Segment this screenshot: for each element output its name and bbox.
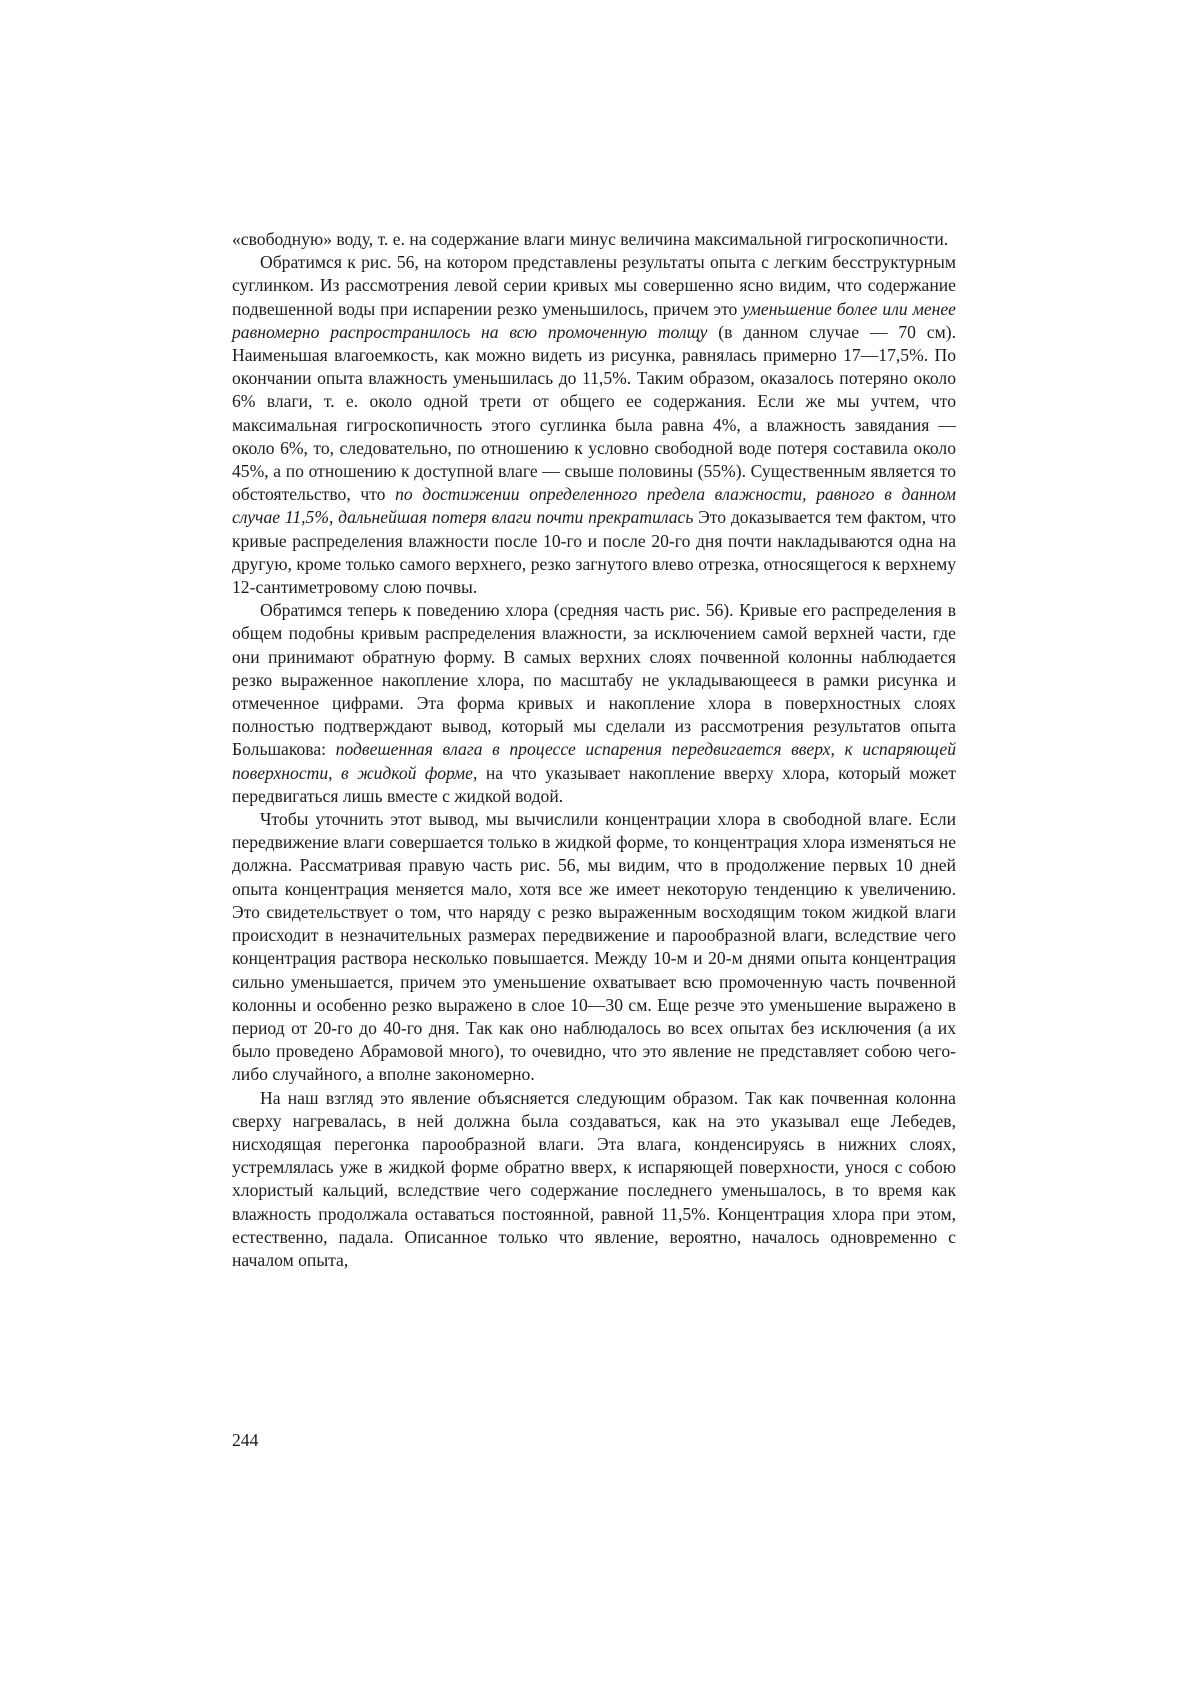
- paragraph-3-text-b: , на что указывает накопление вверху хлора, который может передвигаться лишь вместе с жидкой водой.: [232, 762, 957, 806]
- paragraph-3-italic-a: подвешенная влага в процессе испарения передвигается вверх, к испаряющей поверхности, в жидкой форме: [232, 739, 956, 783]
- paragraph-5: [232, 1087, 956, 1273]
- paragraph-3: [232, 599, 956, 808]
- paragraph-4: [232, 808, 956, 1086]
- paragraph-2-text-c: Это доказывается тем фактом, что кривые распределения влажности после 10-го и после 20-го дня почти накладываются одна на другую, кроме только самого верхнего, резко загнутого влево отрезка, относящегося к верхнему 12-сантиметровому слою почвы.: [232, 507, 956, 598]
- paragraph-2-text-b: (в данном случае — 70 см). Наименьшая влагоемкость, как можно видеть из рисунка, равнялась примерно 17—17,5%. По окончании опыта влажность уменьшилась до 11,5%. Таким образом, оказалось потеряно около 6% влаги, т. е. около одной трети от общего ее содержания. Если же мы учтем, что максимальная гигроскопичность этого суглинка была равна 4%, а влажность завядания — около 6%, то, следовательно, по отношению к условно свободной воде потеря составила около 45%, а по отношению к доступной влаге — свыше половины (55%). Существенным является то обстоятельство, что: [232, 321, 956, 505]
- paragraph-2-italic-a: уменьшение более или менее равномерно распространилось на всю промоченную толщу: [232, 298, 956, 342]
- paragraph-3-text-a: Обратимся теперь к поведению хлора (средняя часть рис. 56). Кривые его распределения в общем подобны кривым распределения влажности, за исключением самой верхней части, где они принимают обратную форму. В самых верхних слоях почвенной колонны наблюдается резко выраженное накопление хлора, по масштабу не укладывающееся в рамки рисунка и отмеченное цифрами. Эта форма кривых и накопление хлора в поверхностных слоях полностью подтверждают вывод, который мы сделали из рассмотрения результатов опыта Большакова:: [232, 600, 956, 760]
- paragraph-2-italic-b: по достижении определенного предела влажности, равного в данном случае 11,5%, дальнейшая потеря влаги почти прекратилась: [232, 484, 956, 528]
- page-body: [232, 228, 956, 1272]
- paragraph-2: [232, 251, 956, 599]
- paragraph-2-text-a: Обратимся к рис. 56, на котором представлены результаты опыта с легким бесструктурным суглинком. Из рассмотрения левой серии кривых мы совершенно ясно видим, что содержание подвешенной воды при испарении резко уменьшилось, причем это: [232, 252, 956, 319]
- paragraph-1: [232, 228, 956, 251]
- paragraph-1-text: «свободную» воду, т. е. на содержание влаги минус величина максимальной гигроскопичности.: [232, 229, 949, 249]
- paragraph-5-text: На наш взгляд это явление объясняется следующим образом. Так как почвенная колонна сверху нагревалась, в ней должна была создаваться, как на это указывал еще Лебедев, нисходящая перегонка парообразной влаги. Эта влага, конденсируясь в нижних слоях, устремлялась уже в жидкой форме обратно вверх, к испаряющей поверхности, унося с собою хлористый кальций, вследствие чего содержание последнего уменьшалось, в то время как влажность продолжала оставаться постоянной, равной 11,5%. Концентрация хлора при этом, естественно, падала. Описанное только что явление, вероятно, началось одновременно с началом опыта,: [232, 1087, 956, 1270]
- paragraph-4-text: Чтобы уточнить этот вывод, мы вычислили концентрации хлора в свободной влаге. Если передвижение влаги совершается только в жидкой форме, то концентрация хлора изменяться не должна. Рассматривая правую часть рис. 56, мы видим, что в продолжение первых 10 дней опыта концентрация меняется мало, хотя все же имеет некоторую тенденцию к увеличению. Это свидетельствует о том, что наряду с резко выраженным восходящим током жидкой влаги происходит в незначительных размерах передвижение и парообразной влаги, вследствие чего концентрация раствора несколько повышается. Между 10-м и 20-м днями опыта концентрация сильно уменьшается, причем это уменьшение охватывает всю промоченную часть почвенной колонны и особенно резко выражено в слое 10—30 см. Еще резче это уменьшение выражено в период от 20-го до 40-го дня. Так как оно наблюдалось во всех опытах без исключения (а их было проведено Абрамовой много), то очевидно, что это явление не представляет собою чего-либо случайного, а вполне закономерно.: [232, 809, 956, 1085]
- page-number: 244: [232, 1430, 259, 1450]
